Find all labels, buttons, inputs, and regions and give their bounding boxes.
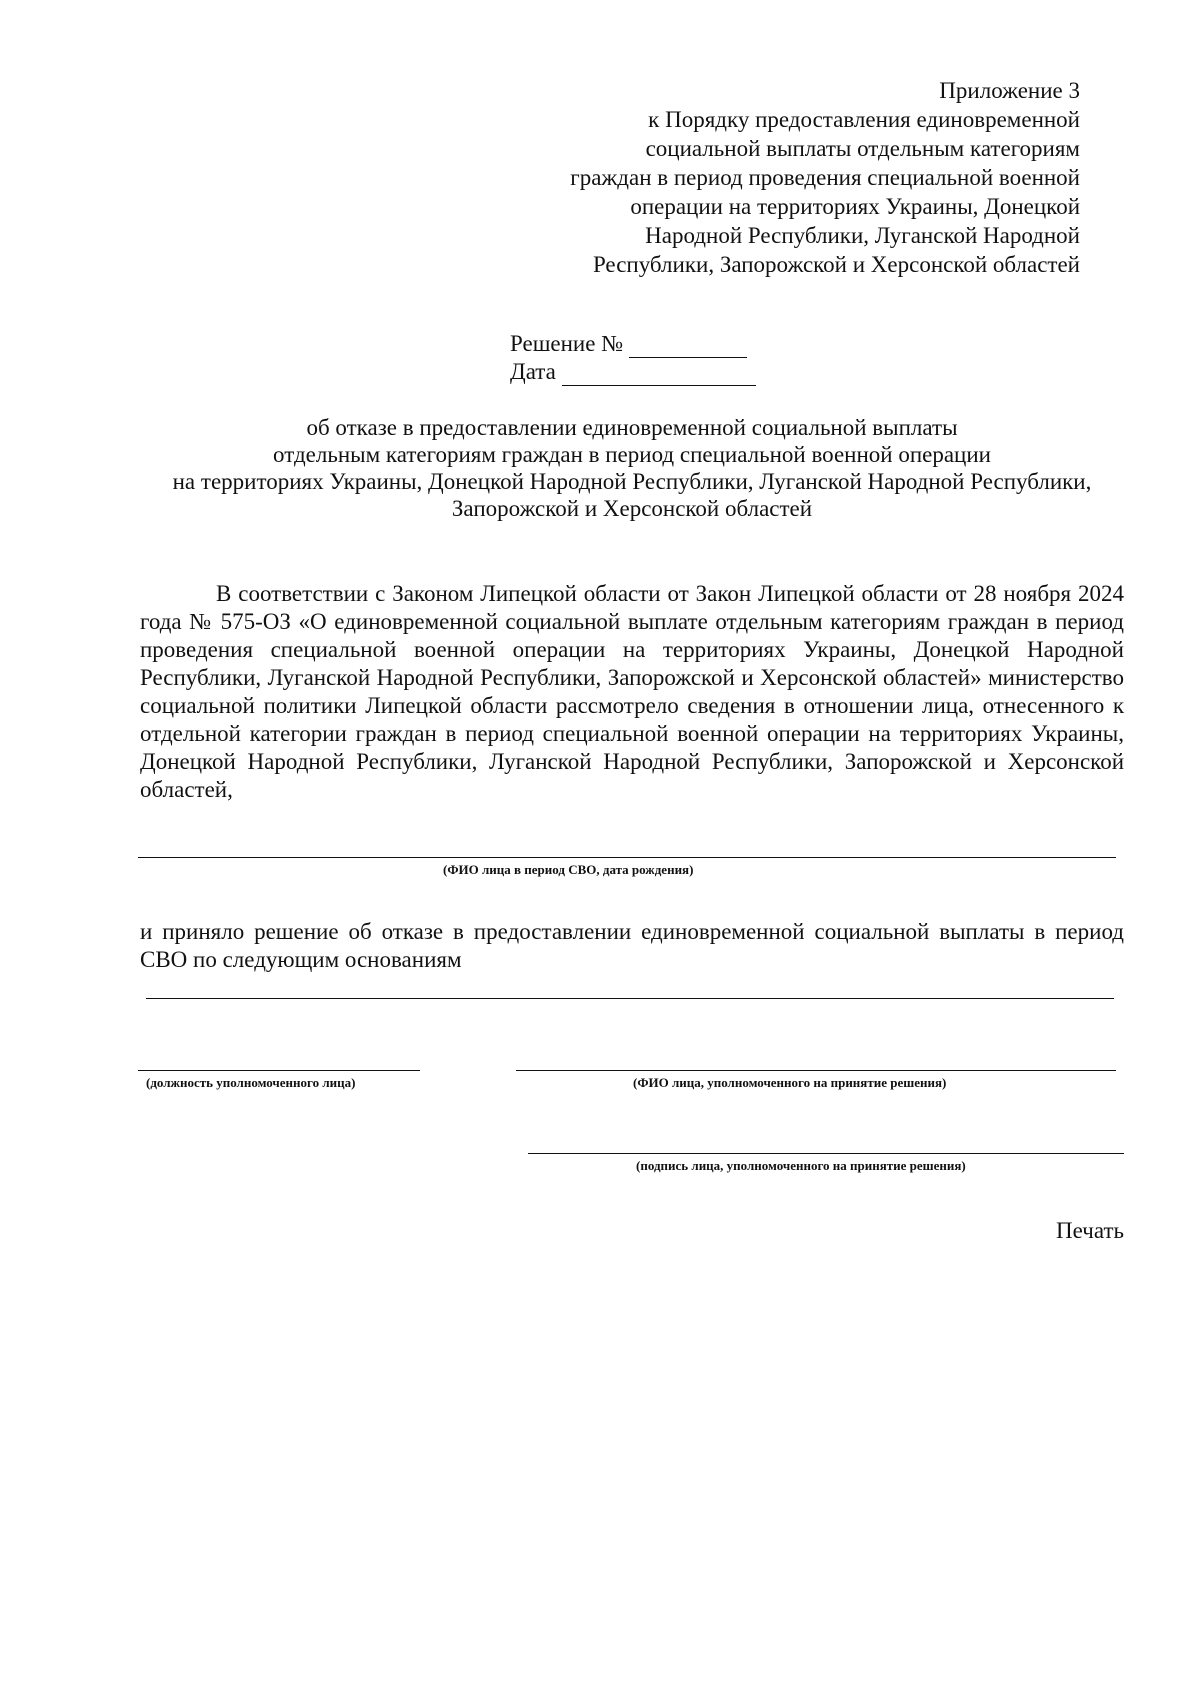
signature-field[interactable]: [528, 1153, 1124, 1154]
decision-number-label: Решение №: [510, 331, 624, 356]
stamp-label: Печать: [1056, 1218, 1124, 1243]
decision-paragraph: и приняло решение об отказе в предоставлении единовременной социальной выплаты в период СВО по следующим основаниям: [140, 919, 1124, 972]
signature-caption: (подпись лица, уполномоченного на принятие решения): [636, 1158, 966, 1173]
appendix-line: социальной выплаты отдельным категориям: [645, 136, 1080, 161]
title-line: Запорожской и Херсонской областей: [451, 496, 813, 521]
person-name-field[interactable]: [138, 857, 1116, 858]
appendix-line: Народной Республики, Луганской Народной: [645, 223, 1080, 248]
decision-date-field[interactable]: [562, 365, 756, 386]
decision-number-field[interactable]: [629, 337, 747, 358]
title-line: отдельным категориям граждан в период специальной военной операции: [273, 442, 991, 467]
official-name-field[interactable]: [516, 1070, 1116, 1071]
title-line: на территориях Украины, Донецкой Народной Республики, Луганской Народной Республики,: [172, 469, 1092, 494]
title-line: об отказе в предоставлении единовременной социальной выплаты: [306, 415, 958, 440]
official-name-caption: (ФИО лица, уполномоченного на принятие решения): [633, 1075, 947, 1090]
appendix-line: Приложение 3: [939, 78, 1080, 103]
appendix-header: [460, 76, 1080, 279]
appendix-line: к Порядку предоставления единовременной: [648, 107, 1080, 132]
person-name-caption: (ФИО лица в период СВО, дата рождения): [443, 862, 694, 877]
decision-date-label: Дата: [510, 359, 556, 384]
grounds-field[interactable]: [146, 998, 1114, 999]
appendix-line: Республики, Запорожской и Херсонской областей: [592, 252, 1080, 277]
decision-header: [510, 330, 756, 386]
document-title: [140, 414, 1124, 522]
appendix-line: граждан в период проведения специальной военной: [570, 165, 1080, 190]
position-caption: (должность уполномоченного лица): [146, 1075, 356, 1090]
body-paragraph: В соответствии с Законом Липецкой области от Закон Липецкой области от 28 ноября 2024 года № 575-ОЗ «О единовременной социальной выплате отдельным категориям граждан в период проведения специальной военной операции на территориях Украины, Донецкой Народной Республики, Луганской Народной Республики, Запорожской и Херсонской областей» министерство социальной политики Липецкой области рассмотрело сведения в отношении лица, отнесенного к отдельной категории граждан в период специальной военной операции на территориях Украины, Донецкой Народной Республики, Луганской Народной Республики, Запорожской и Херсонской областей,: [140, 581, 1124, 802]
appendix-line: операции на территориях Украины, Донецкой: [630, 194, 1080, 219]
position-field[interactable]: [138, 1070, 420, 1071]
